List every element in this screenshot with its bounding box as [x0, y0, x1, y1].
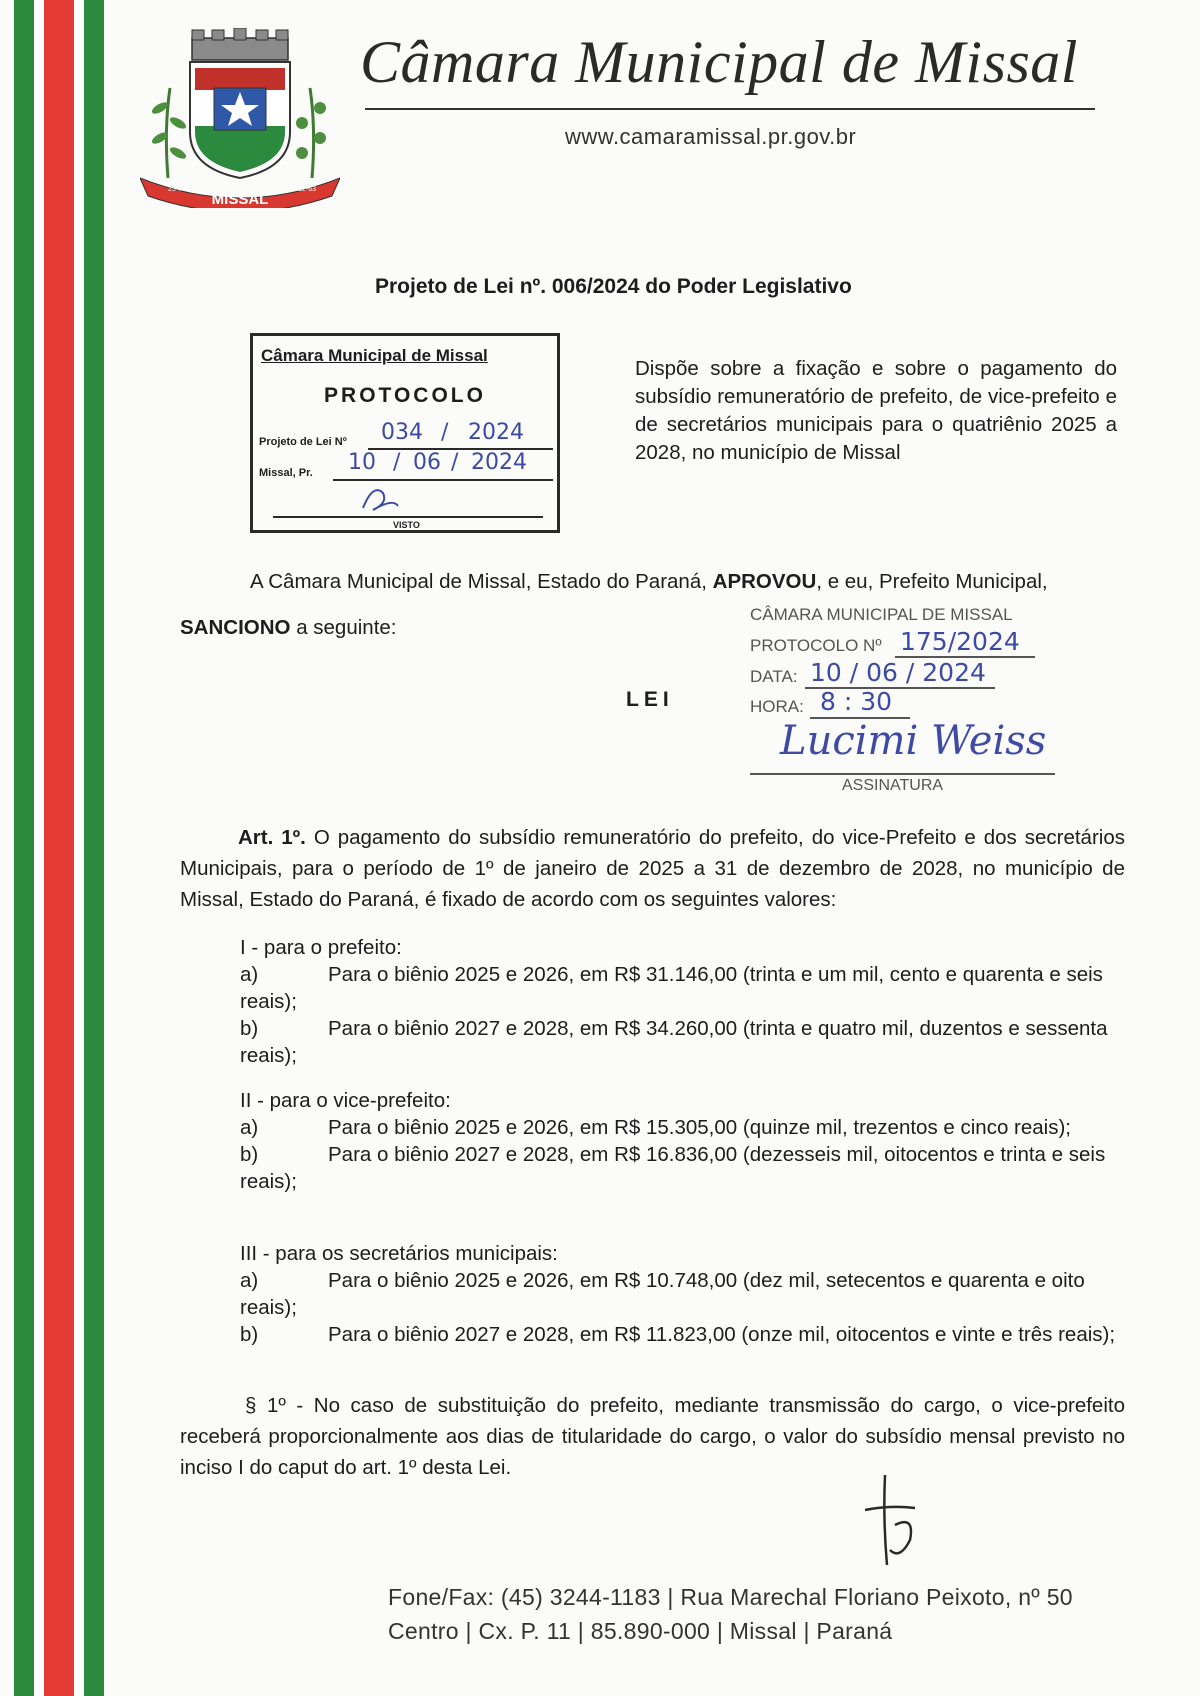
stamp-label-projeto: Projeto de Lei Nº	[259, 436, 347, 448]
item-letter: b)	[240, 1143, 259, 1166]
inciso-head: I - para o prefeito:	[240, 936, 402, 959]
reception-data-label: DATA:	[750, 667, 798, 686]
article-1-text: O pagamento do subsídio remuneratório do prefeito, do vice-Prefeito e dos secretários Municipais, para o período de 1º de janeiro de 2025 a 31 de dezembro de 2028, no município de Missal, Estado do Paraná, é fixado de acordo com os seguintes valores:	[180, 826, 1125, 911]
reception-assinatura-label: ASSINATURA	[842, 777, 944, 794]
item-text: Para o biênio 2027 e 2028, em R$ 34.260,00 (trinta e quatro mil, duzentos e sessenta reais);	[240, 1017, 1108, 1067]
red-stripe	[44, 0, 74, 1696]
item-letter: b)	[240, 1323, 259, 1346]
item-letter: a)	[240, 963, 259, 986]
stamp-footer: VISTO	[393, 520, 420, 530]
reception-protocolo-label: PROTOCOLO Nº	[750, 636, 882, 655]
stamp-label-data: Missal, Pr.	[259, 467, 313, 479]
white-stripe	[34, 0, 44, 1696]
item-letter: a)	[240, 1269, 259, 1292]
article-1-label: Art. 1º.	[238, 826, 306, 849]
item-text: Para o biênio 2025 e 2026, em R$ 10.748,00 (dez mil, setecentos e quarenta e oito reais);	[240, 1269, 1085, 1319]
header-rule	[365, 108, 1095, 110]
item-letter: a)	[240, 1116, 259, 1139]
municipal-crest-icon	[140, 28, 340, 208]
reception-underline	[750, 773, 1055, 775]
initials-signature-icon	[855, 1470, 925, 1570]
stamp-slash: /	[441, 420, 449, 445]
svg-text:01-12-63: 01-12-63	[288, 186, 317, 193]
paragraph-1-text: § 1º - No caso de substituição do prefeito, mediante transmissão do cargo, o vice-prefeito receberá proporcionalmente aos dias de titularidade do cargo, o valor do subsídio mensal previsto no inciso I do caput do art. 1º desta Lei.	[180, 1394, 1125, 1479]
inciso-item	[240, 1141, 1125, 1195]
white-stripe	[74, 0, 84, 1696]
inciso-head: II - para o vice-prefeito:	[240, 1089, 451, 1112]
stamp-mes: 06	[413, 450, 441, 475]
item-text: Para o biênio 2025 e 2026, em R$ 15.305,00 (quinze mil, trezentos e cinco reais);	[328, 1116, 1071, 1139]
enactment-intro: A Câmara Municipal de Missal, Estado do Paraná,	[250, 570, 707, 593]
reception-data-value: 10 / 06 / 2024	[810, 658, 986, 687]
item-letter: b)	[240, 1017, 259, 1040]
enactment-line-2	[180, 613, 397, 643]
item-text: Para o biênio 2027 e 2028, em R$ 11.823,00 (onze mil, oitocentos e vinte e três reais);	[328, 1323, 1116, 1346]
stamp-ano-data: 2024	[471, 450, 527, 475]
document-title: Projeto de Lei nº. 006/2024 do Poder Legislativo	[375, 275, 852, 298]
reception-header: CÂMARA MUNICIPAL DE MISSAL	[750, 605, 1013, 624]
stamp-slash: /	[451, 450, 459, 475]
stamp-dia: 10	[348, 450, 376, 475]
law-summary: Dispõe sobre a fixação e sobre o pagamento do subsídio remuneratório de prefeito, de vice-prefeito e de secretários municipais para o quatriênio 2025 a 2028, no município de Missal	[635, 357, 1117, 464]
enactment-line-1	[250, 567, 1048, 597]
footer-contact: Fone/Fax: (45) 3244-1183 | Rua Marechal Floriano Peixoto, nº 50	[388, 1584, 1073, 1610]
footer-address: Centro | Cx. P. 11 | 85.890-000 | Missal | Paraná	[388, 1618, 893, 1644]
inciso-item	[240, 1267, 1125, 1321]
inciso-item	[240, 1321, 1125, 1348]
enactment-mid: , e eu, Prefeito Municipal,	[816, 570, 1048, 593]
green-stripe-right	[84, 0, 104, 1696]
enactment-end: a seguinte:	[296, 616, 397, 639]
reception-signature: Lucimi Weiss	[780, 718, 1047, 764]
stamp-rubric-icon	[353, 478, 403, 518]
stamp-title: PROTOCOLO	[324, 384, 486, 407]
inciso-item	[240, 1114, 1125, 1141]
inciso-2	[240, 1087, 1125, 1195]
reception-protocolo-value: 175/2024	[900, 627, 1020, 656]
inciso-3	[240, 1240, 1125, 1348]
stamp-numero: 034	[381, 420, 423, 445]
green-stripe-left	[14, 0, 34, 1696]
item-text: Para o biênio 2025 e 2026, em R$ 31.146,00 (trinta e um mil, cento e quarenta e seis reais);	[240, 963, 1103, 1013]
item-text: Para o biênio 2027 e 2028, em R$ 16.836,00 (dezesseis mil, oitocentos e trinta e seis reais);	[240, 1143, 1106, 1193]
reception-stamp	[750, 605, 1070, 805]
inciso-1	[240, 934, 1125, 1069]
svg-text:MISSAL: MISSAL	[211, 191, 269, 208]
reception-hora-label: HORA:	[750, 697, 804, 716]
svg-text:25-7-63: 25-7-63	[168, 186, 193, 193]
stamp-ano: 2024	[468, 420, 524, 445]
website-link[interactable]: www.camaramissal.pr.gov.br	[565, 124, 857, 149]
paragraph-1	[180, 1390, 1125, 1483]
enactment-aprovou: APROVOU	[712, 570, 817, 593]
inciso-item	[240, 1015, 1125, 1069]
stamp-header: Câmara Municipal de Missal	[261, 346, 488, 365]
institution-title: Câmara Municipal de Missal	[360, 29, 1078, 95]
stamp-slash: /	[393, 450, 401, 475]
inciso-item	[240, 961, 1125, 1015]
lei-heading: LEI	[626, 688, 674, 711]
enactment-sanciono: SANCIONO	[180, 616, 291, 639]
inciso-head: III - para os secretários municipais:	[240, 1242, 558, 1265]
article-1	[180, 822, 1125, 915]
protocol-stamp	[250, 333, 560, 533]
reception-hora-value: 8 : 30	[820, 687, 893, 716]
stamp-underline	[273, 516, 543, 518]
